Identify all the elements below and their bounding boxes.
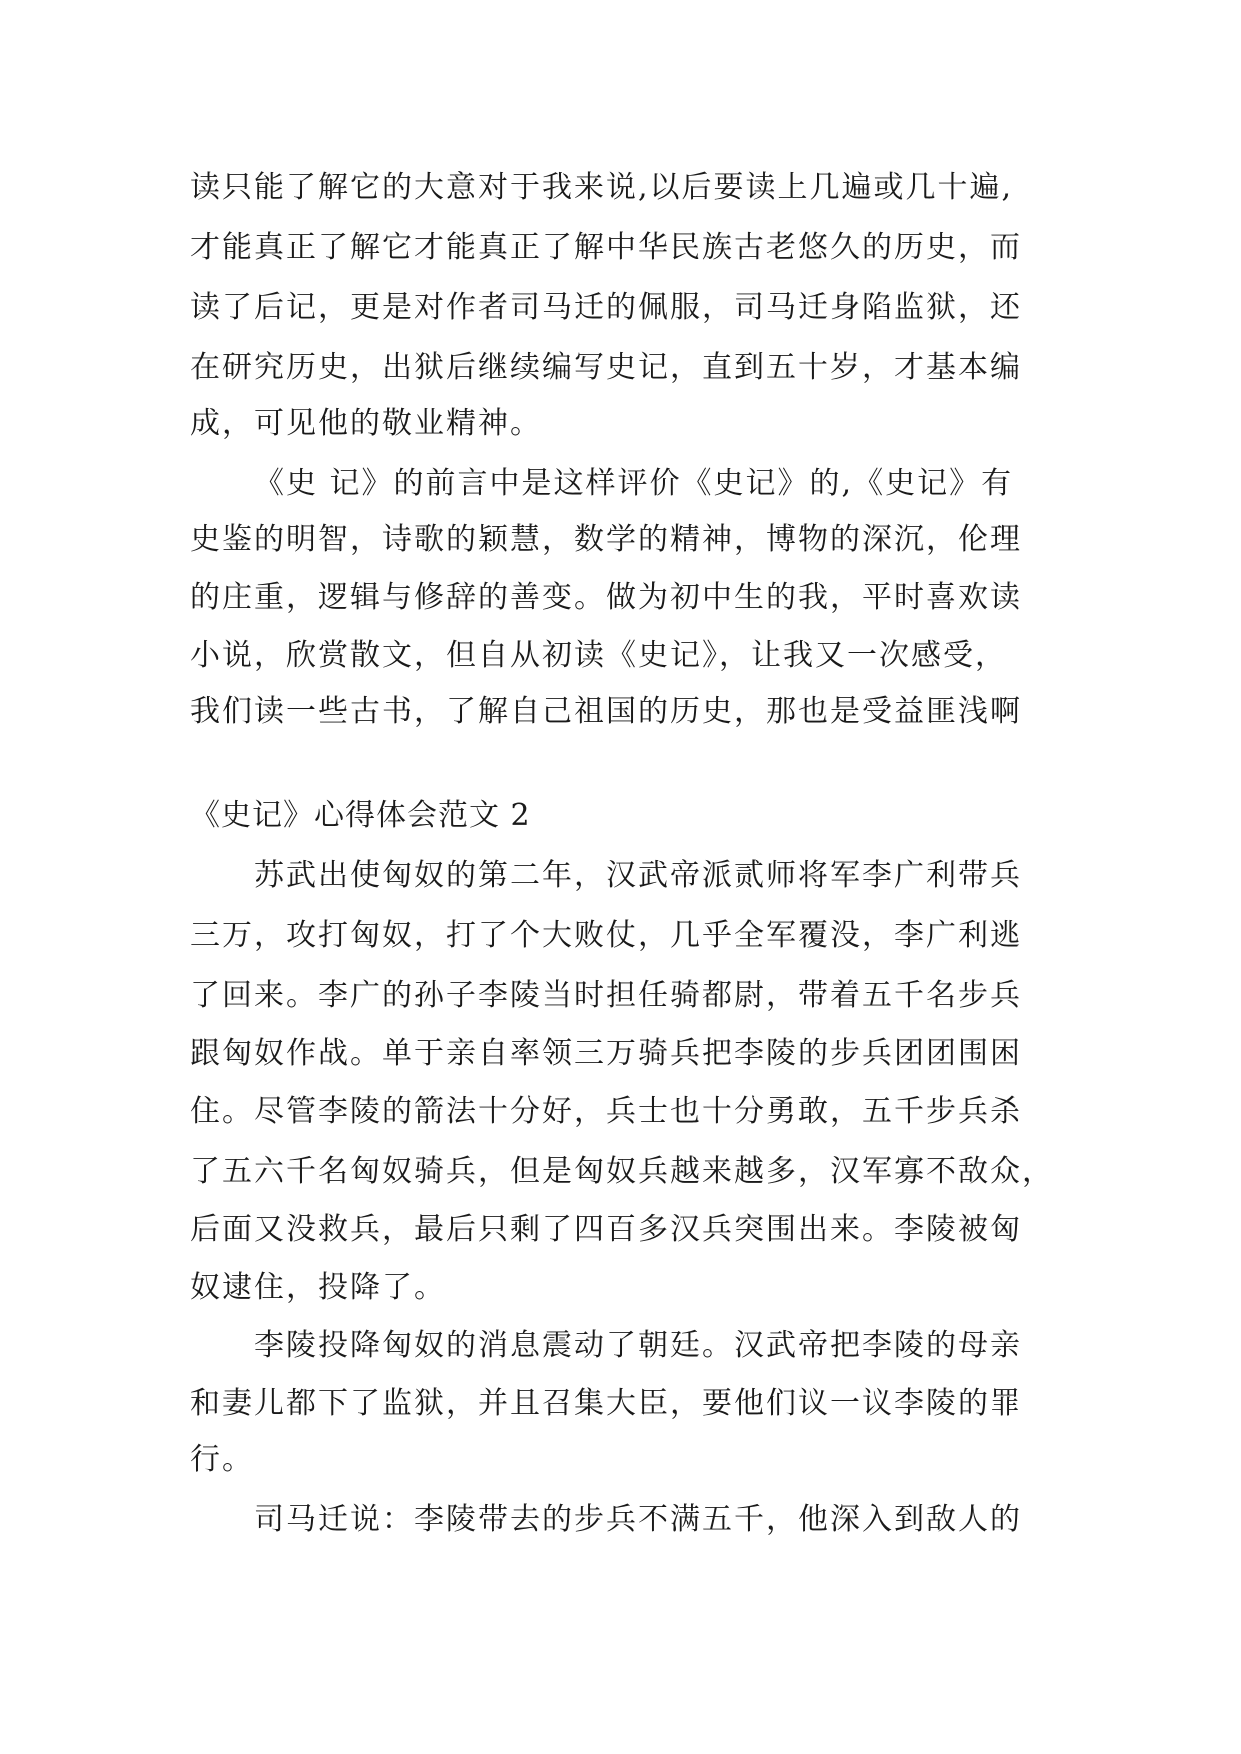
paragraph-5-line-1: 司马迁说：李陵带去的步兵不满五千，他深入到敌人的 [254,1502,1022,1537]
paragraph-4-line-2: 和妻儿都下了监狱，并且召集大臣，要他们议一议李陵的罪 [190,1386,1022,1421]
section-heading: 《史记》心得体会范文 2 [190,798,531,833]
paragraph-3-line-5: 住。尽管李陵的箭法十分好，兵士也十分勇敢，五千步兵杀 [190,1094,1022,1129]
paragraph-1-line-2: 才能真正了解它才能真正了解中华民族古老悠久的历史，而 [190,230,1022,265]
paragraph-4-line-3: 行。 [190,1442,254,1477]
paragraph-3-line-2: 三万，攻打匈奴，打了个大败仗，几乎全军覆没，李广利逃 [190,918,1022,953]
paragraph-1-line-1: 读只能了解它的大意对于我来说,以后要读上几遍或几十遍, [190,170,1014,205]
paragraph-1-line-5: 成，可见他的敬业精神。 [190,406,542,441]
paragraph-3-line-1: 苏武出使匈奴的第二年，汉武帝派贰师将军李广利带兵 [254,858,1022,893]
paragraph-3-line-7: 后面又没救兵，最后只剩了四百多汉兵突围出来。李陵被匈 [190,1212,1022,1247]
paragraph-2-line-5: 我们读一些古书，了解自己祖国的历史，那也是受益匪浅啊 [190,694,1022,729]
paragraph-1-line-3: 读了后记，更是对作者司马迁的佩服，司马迁身陷监狱，还 [190,290,1022,325]
paragraph-3-line-4: 跟匈奴作战。单于亲自率领三万骑兵把李陵的步兵团团围困 [190,1036,1022,1071]
paragraph-2-line-2: 史鉴的明智，诗歌的颖慧，数学的精神，博物的深沉，伦理 [190,522,1022,557]
paragraph-2-line-3: 的庄重，逻辑与修辞的善变。做为初中生的我，平时喜欢读 [190,580,1022,615]
paragraph-3-line-3: 了回来。李广的孙子李陵当时担任骑都尉，带着五千名步兵 [190,978,1022,1013]
paragraph-1-line-4: 在研究历史，出狱后继续编写史记，直到五十岁，才基本编 [190,350,1022,385]
paragraph-3-line-8: 奴逮住，投降了。 [190,1270,446,1305]
paragraph-2-line-4: 小说，欣赏散文，但自从初读《史记》，让我又一次感受， [190,638,1007,673]
paragraph-3-line-6: 了五六千名匈奴骑兵，但是匈奴兵越来越多，汉军寡不敌众， [190,1154,1054,1189]
paragraph-4-line-1: 李陵投降匈奴的消息震动了朝廷。汉武帝把李陵的母亲 [254,1328,1022,1363]
paragraph-2-line-1: 《史 记》的前言中是这样评价《史记》的,《史记》有 [254,466,1014,501]
